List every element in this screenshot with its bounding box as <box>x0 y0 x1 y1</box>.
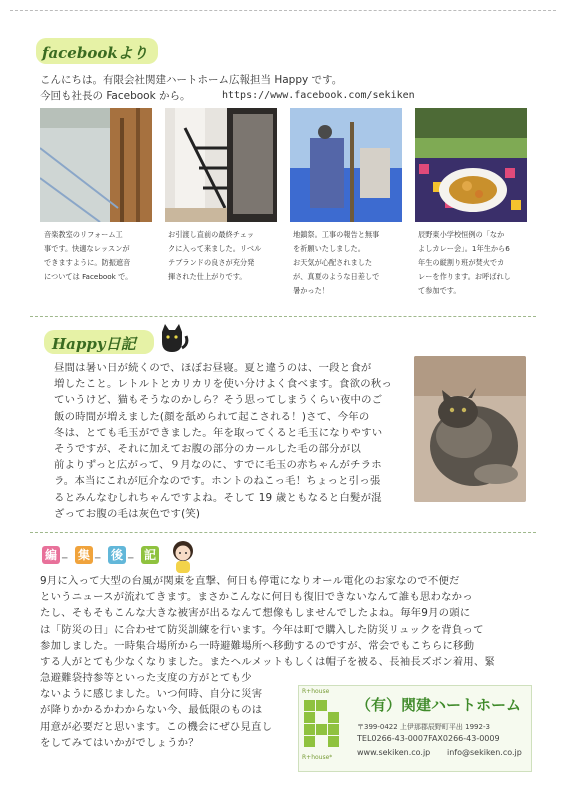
postscript-title-char: 集 <box>75 546 93 564</box>
facebook-url-link[interactable]: https://www.facebook.com/sekiken <box>222 90 415 101</box>
company-address: 〒399-0422 上伊那郡辰野町平出 1992-3 <box>357 723 490 731</box>
company-tel-fax: TEL0266-43-0007FAX0266-43-0009 <box>357 734 500 743</box>
company-logo <box>300 688 346 768</box>
postscript-title-char: 編 <box>42 546 60 564</box>
photo-stairs <box>165 108 277 222</box>
caption-line: テブランドの良さが充分発 <box>168 258 255 267</box>
diary-line: ざってお腹の毛は灰色です(笑) <box>54 507 201 520</box>
caption-line: 暑かった！ <box>293 286 329 295</box>
caption-line: が、真夏のような日差しで <box>293 272 380 281</box>
caption-line: できますように。防振遮音 <box>44 258 131 267</box>
postscript-title-char: 記 <box>141 546 159 564</box>
facebook-section-title: facebookより <box>42 44 148 62</box>
divider <box>30 316 536 317</box>
caption-line: レーを作ります。お呼ばれし <box>418 272 511 281</box>
postscript-line: たし、そもそもこんな大きな被害が出るなんて想像もしませんでしたよね。毎年9月の頭に <box>40 607 471 620</box>
diary-text <box>54 360 404 522</box>
title-separator: ━ <box>62 554 68 564</box>
company-website-link[interactable]: www.sekiken.co.jp <box>357 748 431 757</box>
girl-avatar-icon <box>168 538 198 578</box>
logo-text-bottom: R+house* <box>302 754 333 761</box>
postscript-text-short <box>40 670 290 751</box>
postscript-line: 参加しました。一時集合場所から一時避難場所へ移動するのですが、常会でもこちらに移動 <box>40 639 475 652</box>
postscript-text-full <box>40 573 540 670</box>
caption-curry-party <box>418 228 530 298</box>
postscript-line: する人がとても少なくなりました。またヘルメットもしくは帽子を被る、長袖長ズボン着用、緊 <box>40 656 496 669</box>
diary-line: 増したこと。レトルトとカリカリを使い分けよく食べます。食欲の秋っ <box>54 378 392 391</box>
caption-line: については Facebook で。 <box>44 272 133 281</box>
caption-ground-ceremony <box>293 228 403 298</box>
top-border <box>10 10 556 19</box>
caption-stairs <box>168 228 278 284</box>
postscript-line: というニュースが流れてきます。まさかこんなに何日も復旧できないなんて誰も思わなかっ <box>40 591 473 604</box>
photo-ground-ceremony <box>290 108 402 222</box>
postscript-line: 9月に入って大型の台風が関東を直撃、何日も停電になりオール電化のお家なので不便だ <box>40 575 460 587</box>
photo-music-room <box>40 108 152 222</box>
facebook-intro-line1: こんにちは。有限会社関建ハートホーム広報担当 Happy です。 <box>40 74 343 86</box>
company-email-link[interactable]: info@sekiken.co.jp <box>447 748 522 757</box>
caption-line: お天気が心配されました <box>293 258 373 267</box>
postscript-line: ないように感じました。いつ何時、自分に災害 <box>40 688 263 701</box>
diary-line: 冬は、とても毛玉ができました。年を取ってくると毛玉になりやすい <box>54 426 383 439</box>
postscript-line: をしてみてはいかがでしょうか？ <box>40 736 199 749</box>
diary-section-title: Happy日記 <box>52 335 136 353</box>
postscript-line: が降りかかるかわからない今、最低限のものは <box>40 704 263 717</box>
diary-line: 飯の時間が増えました(顔を舐められて起こされる！)さて、今年の <box>54 410 370 423</box>
caption-line: 事です。快適なレッスンが <box>44 244 130 253</box>
caption-line: 辰野東小学校恒例の「なか <box>418 230 505 239</box>
caption-line: 年生の縦割り班が焚火でカ <box>418 258 505 267</box>
diary-line: 昼間は暑い日が続くので、ほぼお昼寝。夏と違うのは、一段と食が <box>54 362 372 374</box>
caption-line: 地鎮祭。工事の報告と無事 <box>293 230 380 239</box>
photo-curry-party <box>415 108 527 222</box>
caption-line: を祈願いたしました。 <box>293 244 365 253</box>
caption-line: クに入って来ました。リベル <box>168 244 262 253</box>
caption-line: お引渡し直前の最終チェッ <box>168 230 255 239</box>
caption-line: 揮された仕上がりです。 <box>168 272 247 281</box>
diary-line: そうですが、それに加えてお腹の部分のカールした毛の部分が以 <box>54 443 361 456</box>
photo-cat <box>414 356 526 502</box>
logo-text-top: R+house <box>302 688 330 695</box>
divider <box>30 532 536 533</box>
caption-music-room <box>44 228 152 284</box>
black-cat-icon <box>156 322 190 360</box>
postscript-line: は「防災の日」に合わせて防災訓練を行います。今年は町で購入した防災リュックを背負って <box>40 623 484 636</box>
postscript-title-char: 後 <box>108 546 126 564</box>
diary-line: ラ。本当にこれが厄介なのです。ホントのねこっ毛！ちょっと引っ張 <box>54 475 381 488</box>
diary-line: ていうけど、猫もそうなのかしら？そう思ってしまうくらい夜中のご <box>54 394 383 407</box>
title-separator: ━ <box>128 554 134 564</box>
diary-line: 前よりずっと広がって、９月なのに、すでに毛玉の赤ちゃんがチラホ <box>54 459 382 472</box>
postscript-line: 急避難袋持参等といった支度の方がとても少 <box>40 672 252 684</box>
company-name: （有）関建ハートホーム <box>356 696 522 714</box>
title-separator: ━ <box>95 554 101 564</box>
facebook-intro-line2: 今回も社長の Facebook から。 <box>40 90 191 102</box>
caption-line: て参加です。 <box>418 286 461 295</box>
caption-line: 音楽教室のリフォーム工 <box>44 230 123 239</box>
postscript-line: 用意が必要だと思います。この機会にぜひ見直し <box>40 720 273 733</box>
caption-line: よしカレー会」。1年生から6 <box>418 244 510 253</box>
diary-line: るとみんなむしれちゃんですよね。そして 19 歳ともなると白髪が混 <box>54 491 382 504</box>
